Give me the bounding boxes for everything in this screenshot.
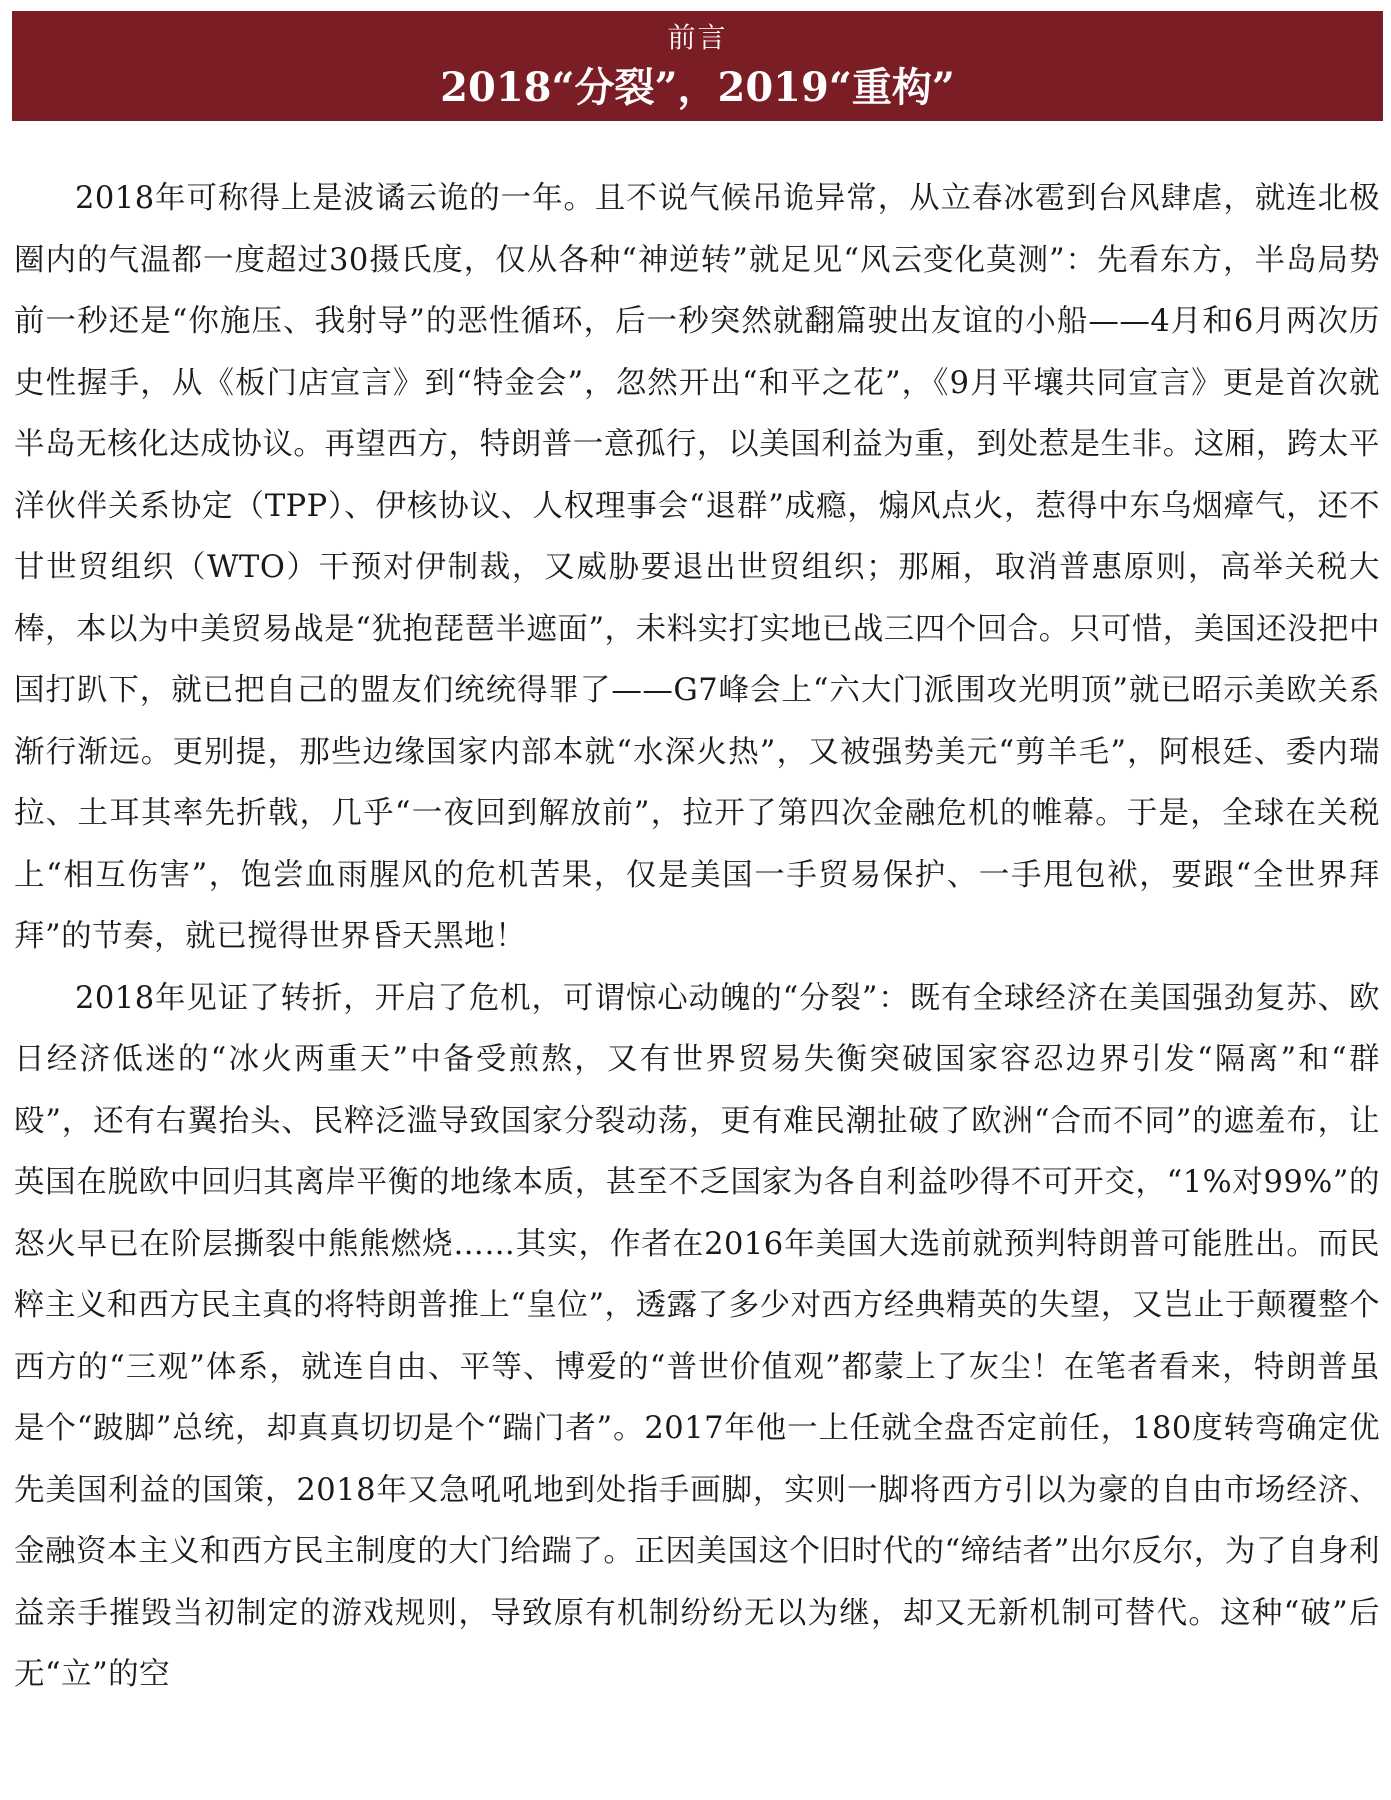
title-banner: [12, 11, 1383, 121]
paragraph: 2018年可称得上是波谲云诡的一年。且不说气候吊诡异常，从立春冰雹到台风肆虐，就连北极圈内的气温都一度超过30摄氏度，仅从各种“神逆转”就足见“风云变化莫测”：先看东方，半岛局势前一秒还是“你施压、我射导”的恶性循环，后一秒突然就翻篇驶出友谊的小船——4月和6月两次历史性握手，从《板门店宣言》到“特金会”，忽然开出“和平之花”，《9月平壤共同宣言》更是首次就半岛无核化达成协议。再望西方，特朗普一意孤行，以美国利益为重，到处惹是生非。这厢，跨太平洋伙伴关系协定（TPP）、伊核协议、人权理事会“退群”成瘾，煽风点火，惹得中东乌烟瘴气，还不甘世贸组织（WTO）干预对伊制裁，又威胁要退出世贸组织；那厢，取消普惠原则，高举关税大棒，本以为中美贸易战是“犹抱琵琶半遮面”，未料实打实地已战三四个回合。只可惜，美国还没把中国打趴下，就已把自己的盟友们统统得罪了——G7峰会上“六大门派围攻光明顶”就已昭示美欧关系渐行渐远。更别提，那些边缘国家内部本就“水深火热”，又被强势美元“剪羊毛”，阿根廷、委内瑞拉、土耳其率先折戟，几乎“一夜回到解放前”，拉开了第四次金融危机的帷幕。于是，全球在关税上“相互伤害”，饱尝血雨腥风的危机苦果，仅是美国一手贸易保护、一手甩包袱，要跟“全世界拜拜”的节奏，就已搅得世界昏天黑地！: [14, 181, 1380, 954]
paragraph: 2018年见证了转折，开启了危机，可谓惊心动魄的“分裂”：既有全球经济在美国强劲复苏、欧日经济低迷的“冰火两重天”中备受煎熬，又有世界贸易失衡突破国家容忍边界引发“隔离”和“群殴”，还有右翼抬头、民粹泛滥导致国家分裂动荡，更有难民潮扯破了欧洲“合而不同”的遮羞布，让英国在脱欧中回归其离岸平衡的地缘本质，甚至不乏国家为各自利益吵得不可开交，“1%对99%”的怒火早已在阶层撕裂中熊熊燃烧……其实，作者在2016年美国大选前就预判特朗普可能胜出。而民粹主义和西方民主真的将特朗普推上“皇位”，透露了多少对西方经典精英的失望，又岂止于颠覆整个西方的“三观”体系，就连自由、平等、博爱的“普世价值观”都蒙上了灰尘！在笔者看来，特朗普虽是个“跛脚”总统，却真真切切是个“踹门者”。2017年他一上任就全盘否定前任，180度转弯确定优先美国利益的国策，2018年又急吼吼地到处指手画脚，实则一脚将西方引以为豪的自由市场经济、金融资本主义和西方民主制度的大门给踹了。正因美国这个旧时代的“缔结者”出尔反尔，为了自身利益亲手摧毁当初制定的游戏规则，导致原有机制纷纷无以为继，却又无新机制可替代。这种“破”后无“立”的空: [14, 980, 1380, 1692]
section-label: 前言: [667, 21, 728, 54]
page-title: 2018“分裂”，2019“重构”: [440, 64, 955, 111]
body-text: [14, 168, 1380, 1706]
